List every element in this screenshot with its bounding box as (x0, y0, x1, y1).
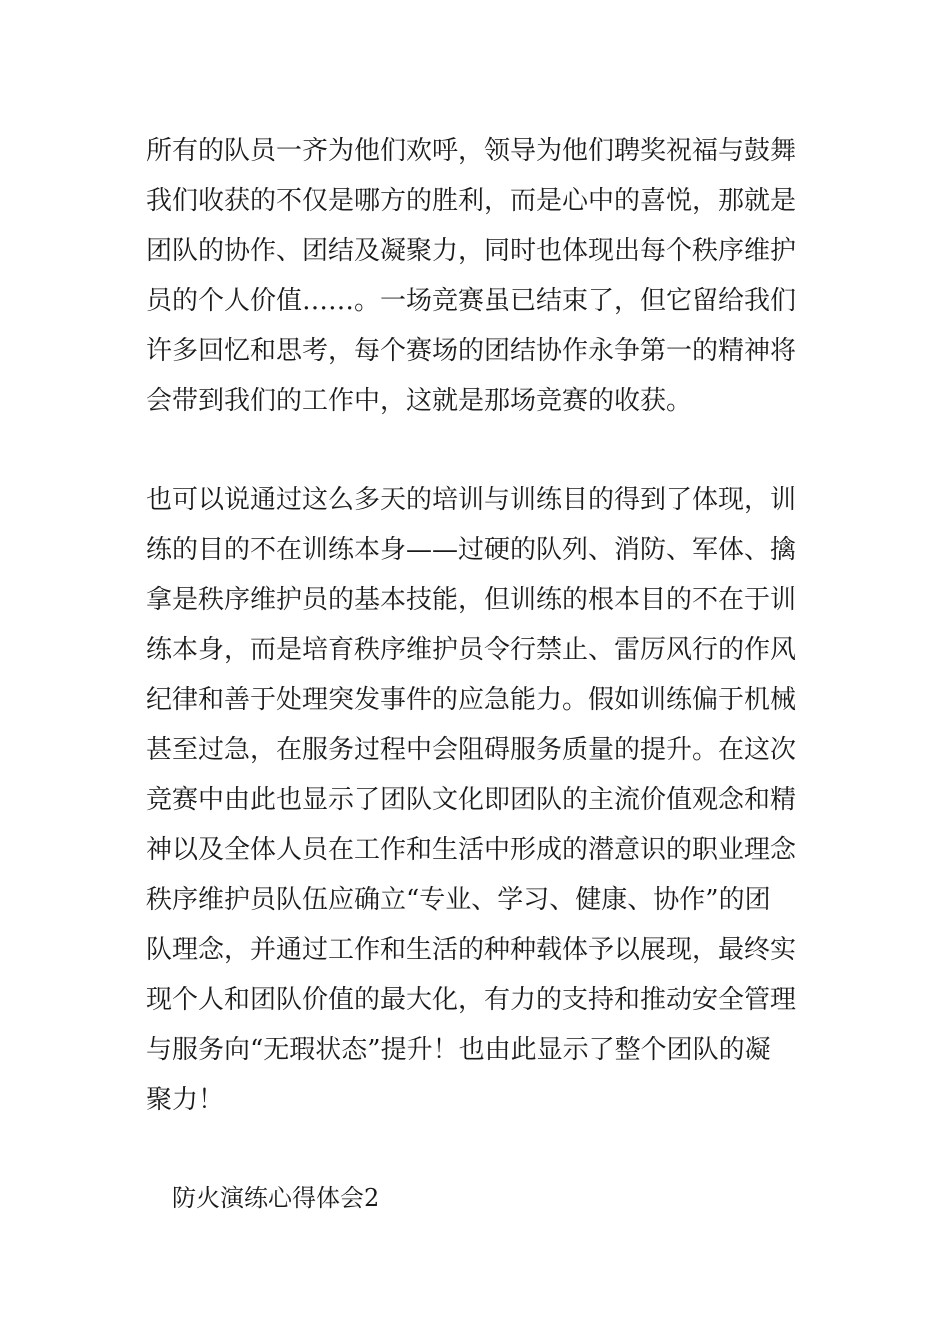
text-line: 会带到我们的工作中，这就是那场竞赛的收获。 (146, 386, 693, 416)
text-line: 练本身，而是培育秩序维护员令行禁止、雷厉风行的作风 (146, 635, 797, 665)
text-line: 秩序维护员队伍应确立“专业、学习、健康、协作”的团 (146, 885, 771, 915)
text-line: 神以及全体人员在工作和生活中形成的潜意识的职业理念 (146, 835, 797, 865)
text-line: 聚力！ (146, 1085, 225, 1115)
text-line: 团队的协作、团结及凝聚力，同时也体现出每个秩序维护 (146, 236, 797, 266)
text-line: 练的目的不在训练本身——过硬的队列、消防、军体、擒 (146, 535, 797, 565)
text-line: 队理念，并通过工作和生活的种种载体予以展现，最终实 (146, 935, 797, 965)
text-line: 竞赛中由此也显示了团队文化即团队的主流价值观念和精 (146, 785, 797, 815)
text-line: 许多回忆和思考，每个赛场的团结协作永争第一的精神将 (146, 336, 797, 366)
text-line: 也可以说通过这么多天的培训与训练目的得到了体现，训 (146, 485, 797, 515)
text-line: 拿是秩序维护员的基本技能，但训练的根本目的不在于训 (146, 585, 797, 615)
text-line: 纪律和善于处理突发事件的应急能力。假如训练偏于机械 (146, 685, 797, 715)
text-line: 与服务向“无瑕状态”提升！也由此显示了整个团队的凝 (146, 1035, 771, 1065)
text-line: 员的个人价值……。一场竞赛虽已结束了，但它留给我们 (146, 286, 797, 316)
text-line: 我们收获的不仅是哪方的胜利，而是心中的喜悦，那就是 (146, 186, 797, 216)
text-line: 甚至过急，在服务过程中会阻碍服务质量的提升。在这次 (146, 735, 797, 765)
text-line: 所有的队员一齐为他们欢呼，领导为他们聘奖祝福与鼓舞 (146, 136, 797, 166)
section-heading: 防火演练心得体会2 (172, 1184, 380, 1212)
text-line: 现个人和团队价值的最大化，有力的支持和推动安全管理 (146, 985, 797, 1015)
